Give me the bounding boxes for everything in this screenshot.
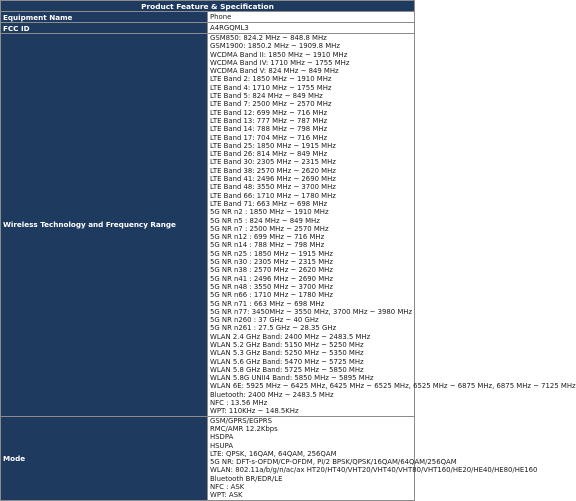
mode-line: NFC : ASK (210, 483, 245, 492)
mode-line: 5G NR: DFT-s-OFDM/CP-OFDM, PI/2 BPSK/QPSK/16QAM/64QAM/256QAM (210, 458, 457, 467)
wireless-line: 5G NR n66 : 1710 MHz ~ 1780 MHz (210, 291, 333, 300)
mode-line: WLAN: 802.11a/b/g/n/ac/ax HT20/HT40/VHT20/VHT40/VHT80/VHT160/HE20/HE40/HE80/HE160 (210, 466, 538, 475)
wireless-line: Bluetooth: 2400 MHz ~ 2483.5 MHz (210, 390, 334, 399)
mode-list (208, 416, 538, 500)
wireless-line: WLAN 6E: 5925 MHz ~ 6425 MHz, 6425 MHz ~ 6525 MHz, 6525 MHz ~ 6875 MHz, 6875 MHz ~ 7125 MHz (210, 382, 576, 391)
wireless-line: 5G NR n2 : 1850 MHz ~ 1910 MHz (210, 208, 329, 217)
wireless-line: LTE Band 5: 824 MHz ~ 849 MHz (210, 92, 323, 101)
equipment-name-value: Phone (208, 12, 415, 23)
mode-line: Bluetooth BR/EDR/LE (210, 474, 283, 483)
wireless-line: LTE Band 14: 788 MHz ~ 798 MHz (210, 125, 328, 134)
wireless-line: WLAN 5.8 GHz Band: 5725 MHz ~ 5850 MHz (210, 365, 364, 374)
fcc-id-value: A4RGQML3 (208, 23, 415, 34)
wireless-line: 5G NR n260 : 37 GHz ~ 40 GHz (210, 316, 319, 325)
wireless-line: GSM850: 824.2 MHz ~ 848.8 MHz (210, 34, 327, 42)
wireless-line: 5G NR n5 : 824 MHz ~ 849 MHz (210, 216, 320, 225)
wireless-line: 5G NR n14 : 788 MHz ~ 798 MHz (210, 241, 325, 250)
mode-label: Mode (1, 416, 208, 500)
wireless-line: 5G NR n7 : 2500 MHz ~ 2570 MHz (210, 224, 329, 233)
wireless-technology-label: Wireless Technology and Frequency Range (1, 34, 208, 417)
table-title: Product Feature & Specification (1, 1, 415, 12)
wireless-line: LTE Band 30: 2305 MHz ~ 2315 MHz (210, 158, 336, 167)
wireless-line: LTE Band 2: 1850 MHz ~ 1910 MHz (210, 75, 332, 84)
mode-line: HSUPA (210, 441, 234, 450)
wireless-line: 5G NR n77: 3450MHz ~ 3550 MHz, 3700 MHz ~ 3980 MHz (210, 307, 413, 316)
wireless-line: LTE Band 26: 814 MHz ~ 849 MHz (210, 150, 328, 159)
equipment-name-label: Equipment Name (1, 12, 208, 23)
fcc-id-label: FCC ID (1, 23, 208, 34)
wireless-line: LTE Band 13: 777 MHz ~ 787 MHz (210, 116, 328, 125)
wireless-line: LTE Band 12: 699 MHz ~ 716 MHz (210, 108, 328, 117)
wireless-line: WLAN 5.2 GHz Band: 5150 MHz ~ 5250 MHz (210, 340, 364, 349)
mode-line: GSM/GPRS/EGPRS (210, 416, 272, 425)
wireless-line: 5G NR n48 : 3550 MHz ~ 3700 MHz (210, 282, 333, 291)
wireless-line: WLAN 2.4 GHz Band: 2400 MHz ~ 2483.5 MHz (210, 332, 371, 341)
wireless-line: LTE Band 38: 2570 MHz ~ 2620 MHz (210, 166, 336, 175)
wireless-line: GSM1900: 1850.2 MHz ~ 1909.8 MHz (210, 42, 340, 51)
mode-line: WPT: ASK (210, 491, 243, 500)
wireless-frequency-list (208, 34, 576, 417)
wireless-line: LTE Band 25: 1850 MHz ~ 1915 MHz (210, 141, 336, 150)
wireless-line: NFC : 13.56 MHz (210, 399, 268, 408)
wireless-line: 5G NR n38 : 2570 MHz ~ 2620 MHz (210, 266, 333, 275)
wireless-line: LTE Band 66: 1710 MHz ~ 1780 MHz (210, 191, 336, 200)
wireless-line: WLAN 5.3 GHz Band: 5250 MHz ~ 5350 MHz (210, 349, 364, 358)
wireless-line: LTE Band 17: 704 MHz ~ 716 MHz (210, 133, 328, 142)
wireless-line: 5G NR n12 : 699 MHz ~ 716 MHz (210, 233, 325, 242)
wireless-line: LTE Band 7: 2500 MHz ~ 2570 MHz (210, 100, 332, 109)
mode-line: HSDPA (210, 433, 234, 442)
wireless-line: WCDMA Band II: 1850 MHz ~ 1910 MHz (210, 50, 348, 59)
wireless-line: 5G NR n261 : 27.5 GHz ~ 28.35 GHz (210, 324, 337, 333)
wireless-line: WCDMA Band V: 824 MHz ~ 849 MHz (210, 67, 339, 76)
wireless-line: WCDMA Band IV: 1710 MHz ~ 1755 MHz (210, 58, 350, 67)
wireless-line: LTE Band 48: 3550 MHz ~ 3700 MHz (210, 183, 336, 192)
wireless-line: LTE Band 41: 2496 MHz ~ 2690 MHz (210, 175, 336, 184)
mode-line: RMC/AMR 12.2Kbps (210, 424, 278, 433)
wireless-line: 5G NR n25 : 1850 MHz ~ 1915 MHz (210, 249, 333, 258)
wireless-line: WLAN 5.8G UNII4 Band: 5850 MHz ~ 5895 MHz (210, 374, 374, 383)
wireless-line: WPT: 110KHz ~ 148.5KHz (210, 407, 299, 416)
wireless-line: LTE Band 4: 1710 MHz ~ 1755 MHz (210, 83, 332, 92)
wireless-line: WLAN 5.6 GHz Band: 5470 MHz ~ 5725 MHz (210, 357, 364, 366)
wireless-line: 5G NR n71 : 663 MHz ~ 698 MHz (210, 299, 325, 308)
wireless-line: LTE Band 71: 663 MHz ~ 698 MHz (210, 199, 328, 208)
mode-line: LTE: QPSK, 16QAM, 64QAM, 256QAM (210, 449, 337, 458)
wireless-line: 5G NR n41 : 2496 MHz ~ 2690 MHz (210, 274, 333, 283)
wireless-line: 5G NR n30 : 2305 MHz ~ 2315 MHz (210, 258, 333, 267)
